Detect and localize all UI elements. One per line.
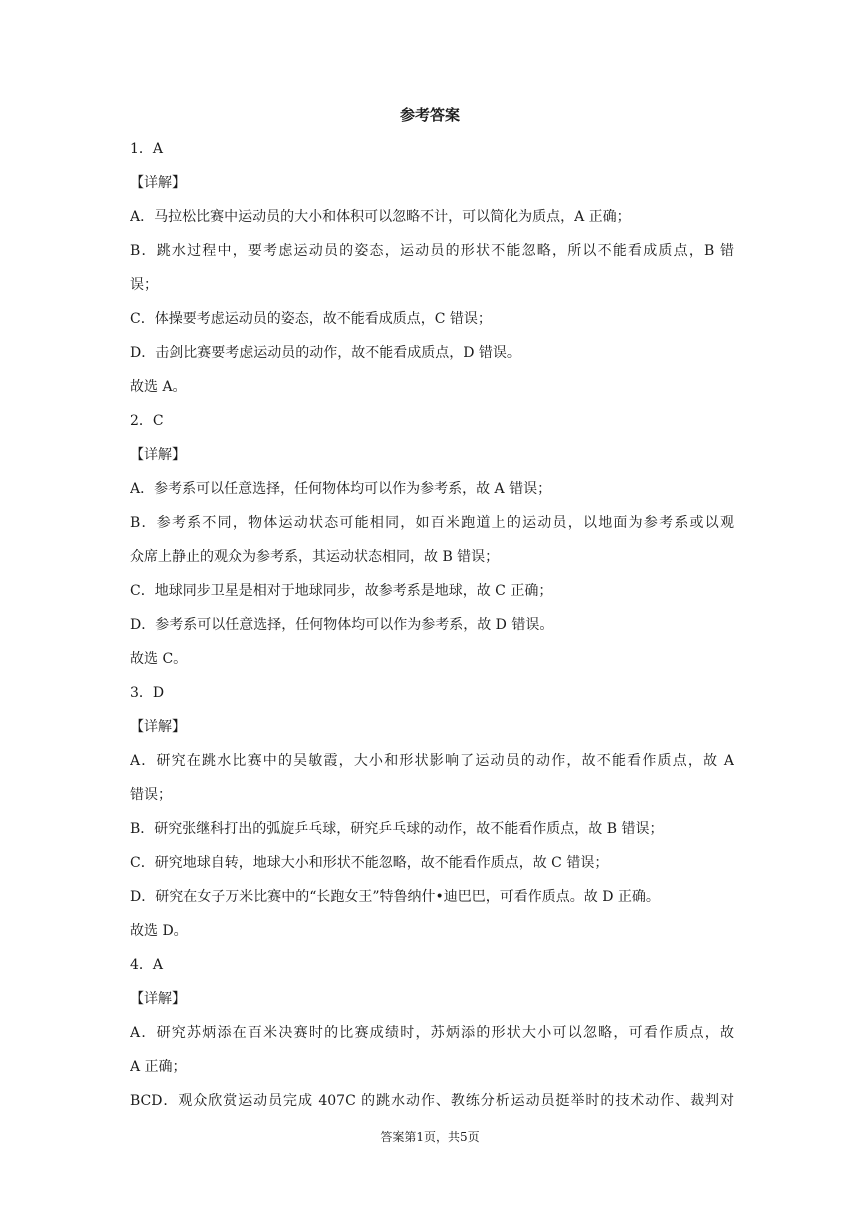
q4-option-bcd: BCD．观众欣赏运动员完成 407C 的跳水动作、教练分析运动员挺举时的技术动作、裁判对 bbox=[130, 1093, 734, 1109]
q1-option-b: B．跳水过程中，要考虑运动员的姿态，运动员的形状不能忽略，所以不能看成质点，B 错 bbox=[130, 243, 734, 259]
q1-option-c: C．体操要考虑运动员的姿态，故不能看成质点，C 错误； bbox=[130, 311, 492, 327]
q2-option-a: A．参考系可以任意选择，任何物体均可以作为参考系，故 A 错误； bbox=[130, 481, 552, 497]
detail-heading-4: 【详解】 bbox=[130, 991, 186, 1007]
answer-number-1: 1．A bbox=[130, 141, 164, 157]
page-title: 参考答案 bbox=[399, 106, 460, 124]
answer-number-4: 4．A bbox=[130, 957, 164, 973]
q2-option-c: C．地球同步卫星是相对于地球同步，故参考系是地球，故 C 正确； bbox=[130, 583, 553, 599]
detail-heading-3: 【详解】 bbox=[130, 719, 186, 735]
answer-number-3: 3．D bbox=[130, 685, 165, 701]
q3-option-b: B．研究张继科打出的弧旋乒乓球，研究乒乓球的动作，故不能看作质点，故 B 错误； bbox=[130, 821, 664, 837]
detail-heading-2: 【详解】 bbox=[130, 447, 186, 463]
q4-option-a: A．研究苏炳添在百米决赛时的比赛成绩时，苏炳添的形状大小可以忽略，可看作质点，故 bbox=[130, 1025, 734, 1041]
q3-conclusion: 故选 D。 bbox=[130, 923, 188, 939]
q3-option-a-cont: 错误； bbox=[130, 787, 172, 803]
q3-option-a: A．研究在跳水比赛中的吴敏霞，大小和形状影响了运动员的动作，故不能看作质点，故 A bbox=[130, 753, 734, 769]
q2-option-d: D．参考系可以任意选择，任何物体均可以作为参考系，故 D 错误。 bbox=[130, 617, 554, 633]
detail-heading-1: 【详解】 bbox=[130, 175, 186, 191]
q2-option-b: B．参考系不同，物体运动状态可能相同，如百米跑道上的运动员，以地面为参考系或以观 bbox=[130, 515, 734, 531]
page-footer: 答案第1页，共5页 bbox=[380, 1130, 480, 1144]
q2-option-b-cont: 众席上静止的观众为参考系，其运动状态相同，故 B 错误； bbox=[130, 549, 500, 565]
q1-conclusion: 故选 A。 bbox=[130, 379, 187, 395]
q3-option-c: C．研究地球自转，地球大小和形状不能忽略，故不能看作质点，故 C 错误； bbox=[130, 855, 609, 871]
answer-content bbox=[130, 132, 734, 1118]
answer-number-2: 2．C bbox=[130, 413, 164, 429]
q1-option-b-cont: 误； bbox=[130, 277, 158, 293]
q1-option-a: A．马拉松比赛中运动员的大小和体积可以忽略不计，可以简化为质点，A 正确； bbox=[130, 209, 631, 225]
q4-option-a-cont: A 正确； bbox=[130, 1059, 187, 1075]
q1-option-d: D．击剑比赛要考虑运动员的动作，故不能看成质点，D 错误。 bbox=[130, 345, 521, 361]
q2-conclusion: 故选 C。 bbox=[130, 651, 188, 667]
q3-option-d: D．研究在女子万米比赛中的“长跑女王”特鲁纳什•迪巴巴，可看作质点。故 D 正确。 bbox=[130, 889, 660, 905]
